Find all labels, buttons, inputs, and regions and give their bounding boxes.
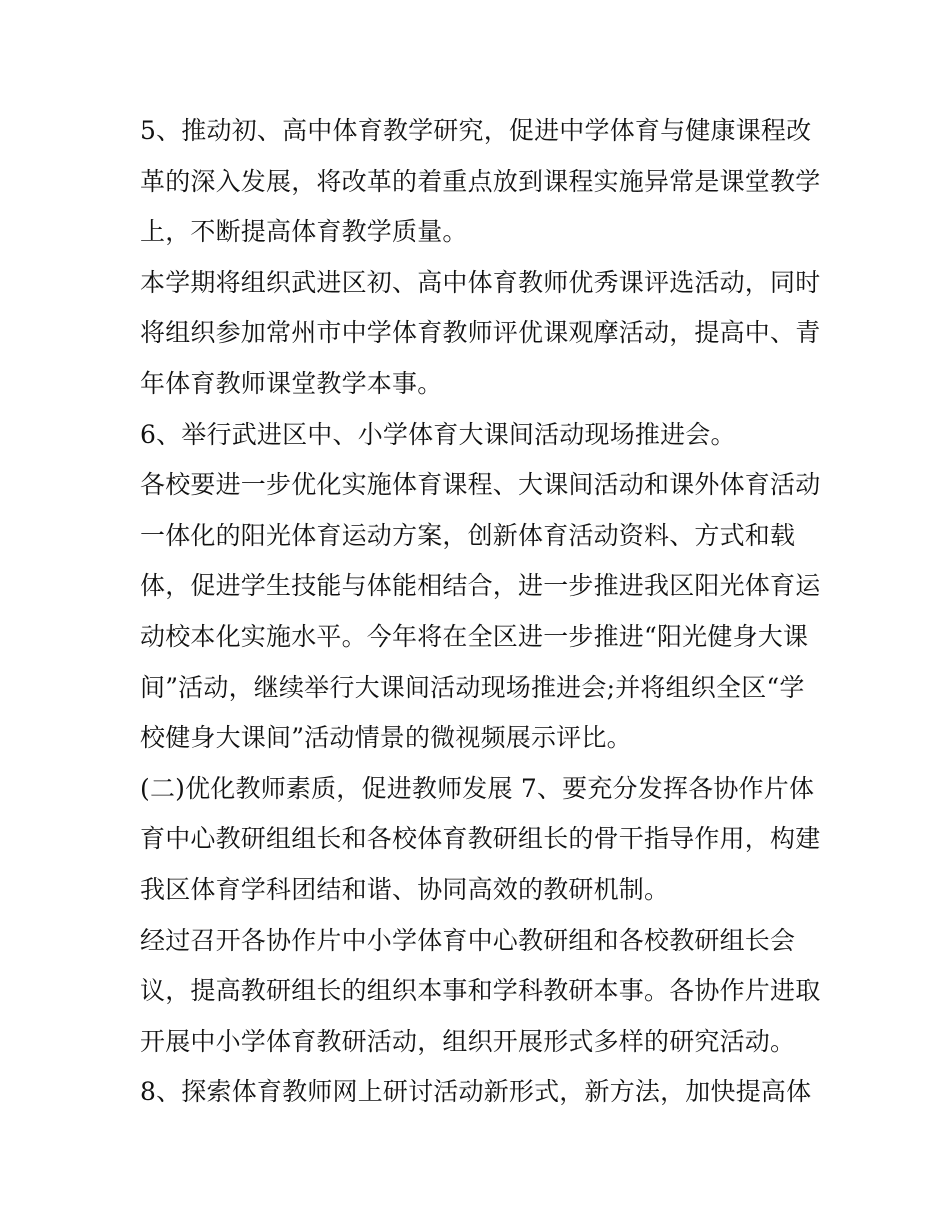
text-line: 上，不断提高体育教学质量。 — [140, 217, 468, 247]
text-line: 动校本化实施水平。今年将在全区进一步推进“阳光健身大课 — [140, 621, 809, 651]
text-line: 5、推动初、高中体育教学研究，促进中学体育与健康课程改 — [140, 116, 812, 145]
text-line: 开展中小学体育教研活动，组织开展形式多样的研究活动。 — [140, 1026, 796, 1056]
text-line: 一体化的阳光体育运动方案，创新体育活动资料、方式和载 — [140, 520, 796, 550]
text-line: 各校要进一步优化实施体育课程、大课间活动和课外体育活动 — [140, 470, 821, 500]
text-line: 育中心教研组组长和各校体育教研组长的骨干指导作用，构建 — [140, 824, 821, 854]
text-line: 年体育教师课堂教学本事。 — [140, 368, 443, 398]
text-line: 校健身大课间”活动情景的微视频展示评比。 — [140, 723, 632, 753]
text-line: 6、举行武进区中、小学体育大课间活动现场推进会。 — [140, 419, 736, 449]
text-line: 革的深入发展，将改革的着重点放到课程实施异常是课堂教学 — [140, 166, 821, 196]
text-line: 经过召开各协作片中小学体育中心教研组和各校教研组长会 — [140, 925, 796, 955]
text-line: 本学期将组织武进区初、高中体育教师优秀课评选活动，同时 — [140, 267, 821, 297]
text-line: 8、探索体育教师网上研讨活动新形式，新方法，加快提高体 — [140, 1077, 812, 1107]
text-line: (二)优化教师素质，促进教师发展 7、要充分发挥各协作片体 — [140, 773, 815, 803]
document-body — [140, 106, 821, 1118]
text-line: 议，提高教研组长的组织本事和学科教研本事。各协作片进取 — [140, 976, 821, 1006]
text-line: 体，促进学生技能与体能相结合，进一步推进我区阳光体育运 — [140, 571, 821, 601]
text-line: 将组织参加常州市中学体育教师评优课观摩活动，提高中、青 — [140, 318, 821, 348]
text-line: 间”活动，继续举行大课间活动现场推进会;并将组织全区“学 — [140, 672, 805, 702]
text-line: 我区体育学科团结和谐、协同高效的教研机制。 — [140, 874, 670, 904]
